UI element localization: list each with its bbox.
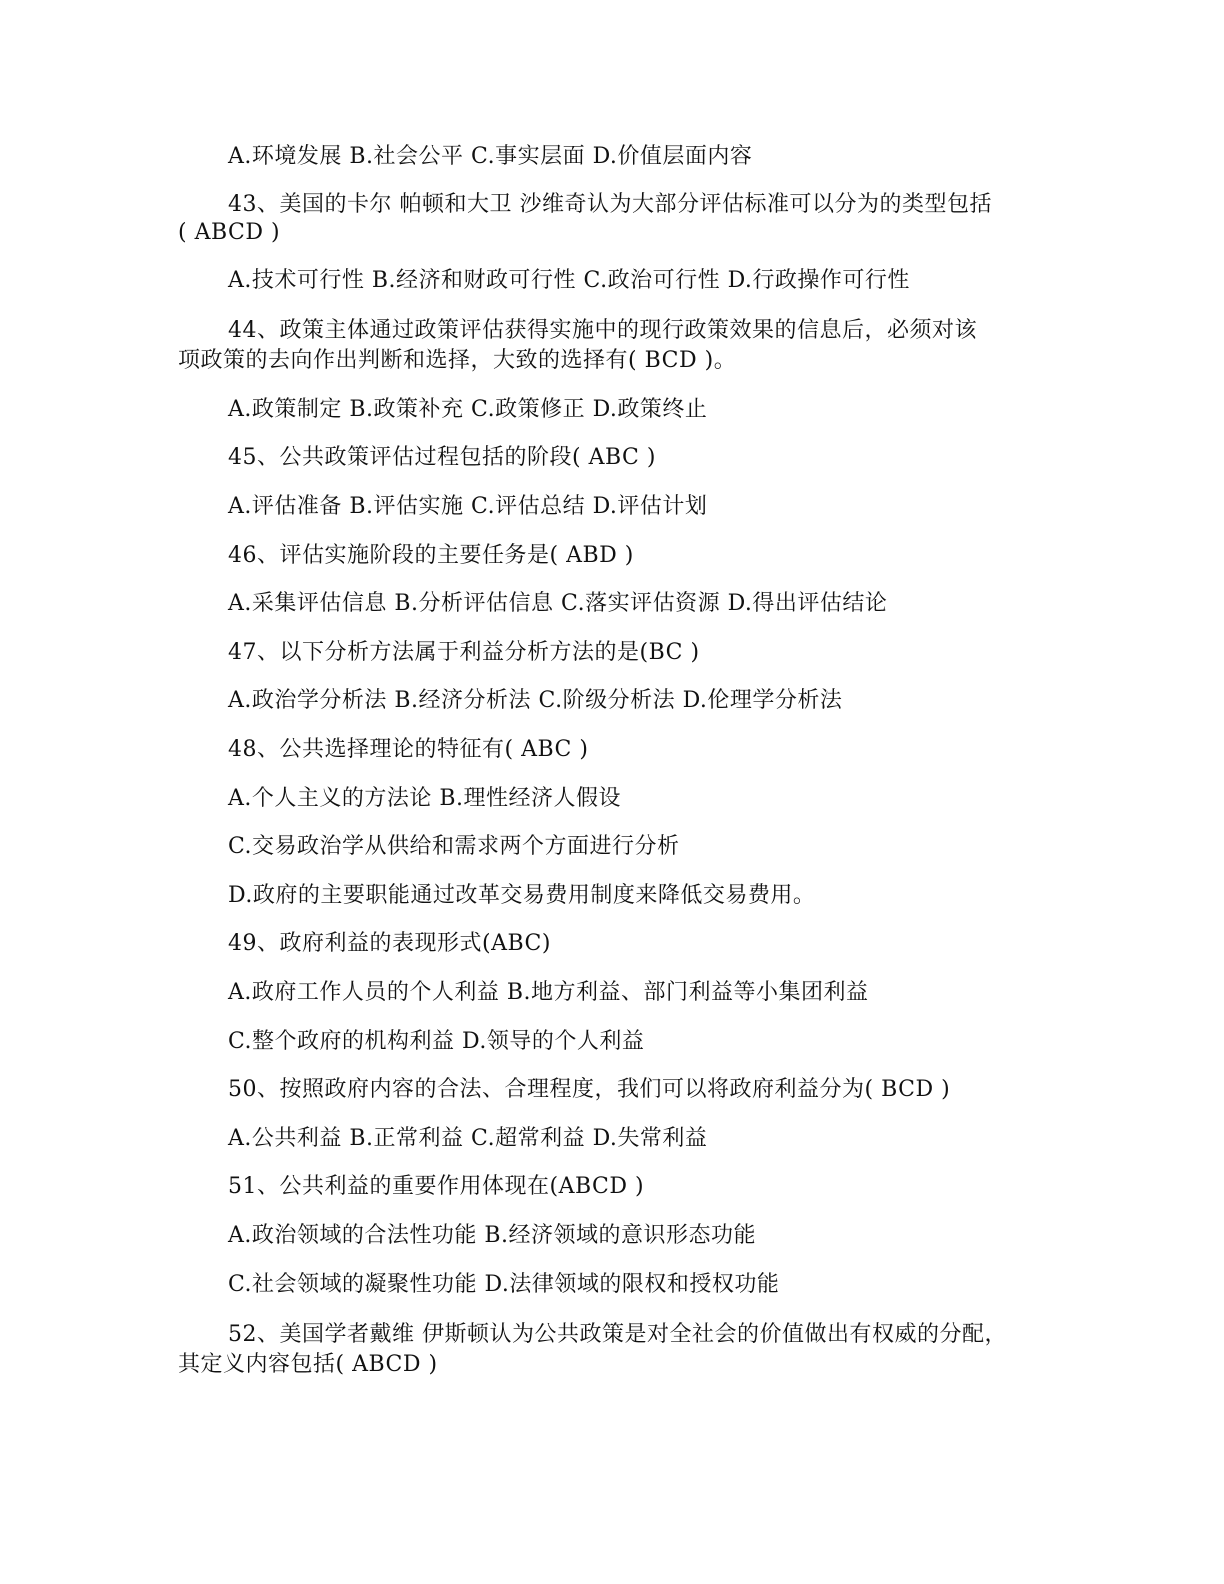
answer-options-44: A.政策制定 B.政策补充 C.政策修正 D.政策终止 bbox=[228, 397, 708, 422]
answer-options-43: A.技术可行性 B.经济和财政可行性 C.政治可行性 D.行政操作可行性 bbox=[228, 268, 910, 293]
question-46: 46、评估实施阶段的主要任务是( ABD ) bbox=[228, 543, 634, 568]
question-51: 51、公共利益的重要作用体现在(ABCD ) bbox=[228, 1174, 645, 1199]
question-52-line-1: 52、美国学者戴维 伊斯顿认为公共政策是对全社会的价值做出有权威的分配， bbox=[228, 1322, 1007, 1347]
answer-options-50: A.公共利益 B.正常利益 C.超常利益 D.失常利益 bbox=[228, 1126, 708, 1151]
question-48: 48、公共选择理论的特征有( ABC ) bbox=[228, 737, 589, 762]
answer-options-51-cd: C.社会领域的凝聚性功能 D.法律领域的限权和授权功能 bbox=[228, 1272, 780, 1297]
answer-options-48-ab: A.个人主义的方法论 B.理性经济人假设 bbox=[228, 786, 622, 811]
answer-options-51-ab: A.政治领域的合法性功能 B.经济领域的意识形态功能 bbox=[228, 1223, 757, 1248]
question-44-line-1: 44、政策主体通过政策评估获得实施中的现行政策效果的信息后，必须对该 bbox=[228, 318, 977, 343]
question-43-line-1: 43、美国的卡尔 帕顿和大卫 沙维奇认为大部分评估标准可以分为的类型包括 bbox=[228, 192, 992, 217]
question-44-line-2: 项政策的去向作出判断和选择，大致的选择有( BCD )。 bbox=[178, 348, 737, 373]
answer-options-46: A.采集评估信息 B.分析评估信息 C.落实评估资源 D.得出评估结论 bbox=[228, 591, 888, 616]
answer-options-42: A.环境发展 B.社会公平 C.事实层面 D.价值层面内容 bbox=[228, 144, 753, 169]
answer-options-49-ab: A.政府工作人员的个人利益 B.地方利益、部门利益等小集团利益 bbox=[228, 980, 869, 1005]
answer-options-48-c: C.交易政治学从供给和需求两个方面进行分析 bbox=[228, 834, 680, 859]
answer-options-45: A.评估准备 B.评估实施 C.评估总结 D.评估计划 bbox=[228, 494, 708, 519]
question-47: 47、以下分析方法属于利益分析方法的是(BC ) bbox=[228, 640, 700, 665]
question-43-line-2: ( ABCD ) bbox=[178, 220, 281, 245]
question-45: 45、公共政策评估过程包括的阶段( ABC ) bbox=[228, 445, 656, 470]
answer-options-47: A.政治学分析法 B.经济分析法 C.阶级分析法 D.伦理学分析法 bbox=[228, 688, 843, 713]
answer-options-49-cd: C.整个政府的机构利益 D.领导的个人利益 bbox=[228, 1029, 645, 1054]
answer-options-48-d: D.政府的主要职能通过改革交易费用制度来降低交易费用。 bbox=[228, 883, 816, 908]
question-52-line-2: 其定义内容包括( ABCD ) bbox=[178, 1352, 438, 1377]
question-50: 50、按照政府内容的合法、合理程度，我们可以将政府利益分为( BCD ) bbox=[228, 1077, 951, 1102]
question-49: 49、政府利益的表现形式(ABC) bbox=[228, 931, 551, 956]
